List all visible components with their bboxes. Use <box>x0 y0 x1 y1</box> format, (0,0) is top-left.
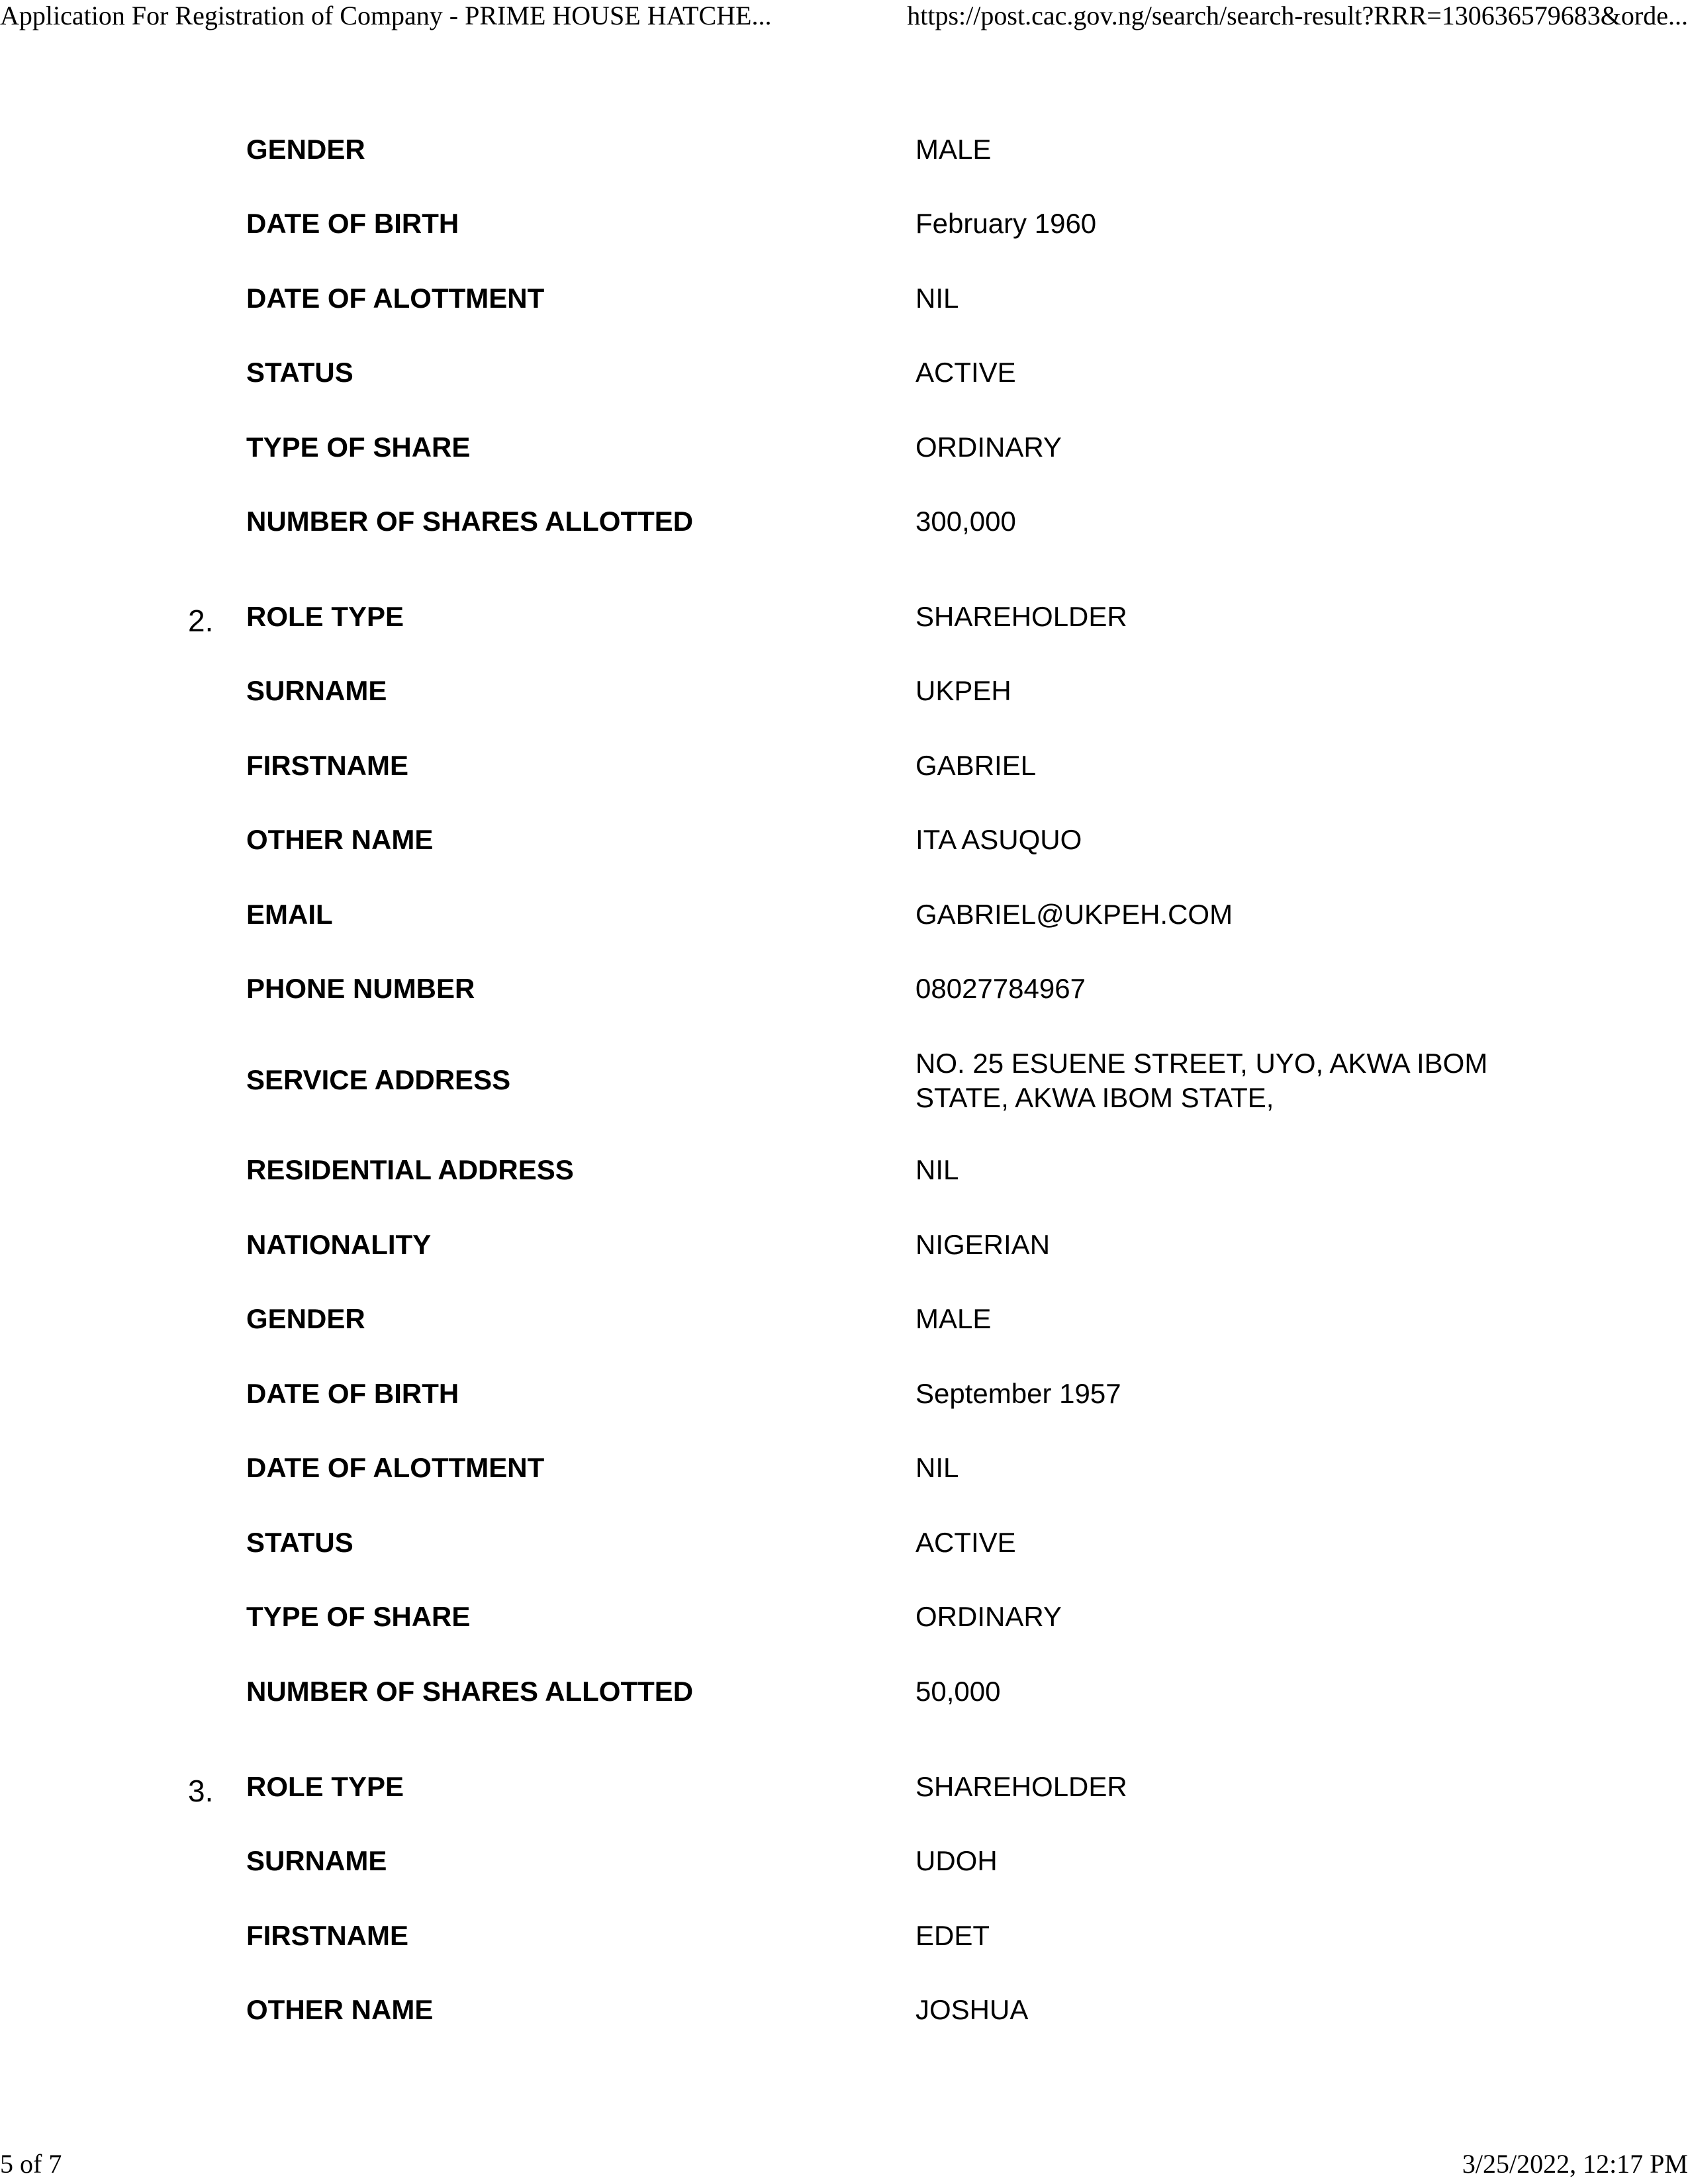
field-row <box>0 279 1688 318</box>
field-row <box>0 1841 1688 1881</box>
field-row <box>0 1672 1688 1711</box>
field-label: ROLE TYPE <box>246 1771 404 1802</box>
field-label: DATE OF BIRTH <box>246 208 459 239</box>
field-value: 300,000 <box>915 506 1016 537</box>
field-value: NIL <box>915 1154 959 1185</box>
field-value: MALE <box>915 1303 992 1334</box>
field-value: SHAREHOLDER <box>915 1771 1127 1802</box>
field-label: ROLE TYPE <box>246 601 404 632</box>
field-row <box>0 1299 1688 1339</box>
field-row <box>0 671 1688 711</box>
field-value: September 1957 <box>915 1378 1121 1409</box>
field-row <box>0 1044 1688 1116</box>
field-label: OTHER NAME <box>246 824 434 855</box>
field-row <box>0 428 1688 467</box>
field-label: STATUS <box>246 357 353 388</box>
field-value: NIL <box>915 1452 959 1483</box>
field-value: ACTIVE <box>915 357 1016 388</box>
field-value: GABRIEL <box>915 750 1037 781</box>
field-value: 08027784967 <box>915 973 1086 1004</box>
field-row <box>0 1225 1688 1265</box>
field-row <box>0 1916 1688 1956</box>
field-row <box>0 746 1688 786</box>
field-value: ORDINARY <box>915 1601 1062 1632</box>
field-value: JOSHUA <box>915 1994 1029 2025</box>
field-label: DATE OF BIRTH <box>246 1378 459 1409</box>
field-row <box>0 130 1688 169</box>
field-value: SHAREHOLDER <box>915 601 1127 632</box>
field-row <box>0 502 1688 541</box>
field-row <box>0 1448 1688 1488</box>
field-value: ACTIVE <box>915 1527 1016 1558</box>
field-label: SERVICE ADDRESS <box>246 1064 511 1095</box>
field-value: ORDINARY <box>915 432 1062 463</box>
field-label: EMAIL <box>246 899 333 930</box>
section-number: 2. <box>188 604 214 638</box>
field-label: NUMBER OF SHARES ALLOTTED <box>246 506 694 537</box>
field-row <box>0 1597 1688 1637</box>
field-label: SURNAME <box>246 675 387 706</box>
field-label: SURNAME <box>246 1845 387 1876</box>
field-row <box>0 597 1688 637</box>
field-label: NUMBER OF SHARES ALLOTTED <box>246 1676 694 1707</box>
field-row <box>0 820 1688 860</box>
field-label: DATE OF ALOTTMENT <box>246 1452 545 1483</box>
field-value: NO. 25 ESUENE STREET, UYO, AKWA IBOM STATE, AKWA IBOM STATE, <box>915 1048 1488 1113</box>
field-row <box>0 895 1688 934</box>
field-value: MALE <box>915 134 992 165</box>
field-label: PHONE NUMBER <box>246 973 475 1004</box>
print-datetime: 3/25/2022, 12:17 PM <box>1462 2149 1688 2179</box>
field-label: FIRSTNAME <box>246 1920 408 1951</box>
field-row <box>0 353 1688 392</box>
field-row <box>0 1150 1688 1190</box>
field-row <box>0 204 1688 244</box>
document-title: Application For Registration of Company - PRIME HOUSE HATCHE... <box>0 1 772 30</box>
field-row <box>0 1374 1688 1414</box>
field-label: STATUS <box>246 1527 353 1558</box>
field-label: GENDER <box>246 1303 365 1334</box>
field-value: UDOH <box>915 1845 998 1876</box>
field-label: RESIDENTIAL ADDRESS <box>246 1154 574 1185</box>
section-number: 3. <box>188 1774 214 1808</box>
field-label: GENDER <box>246 134 365 165</box>
field-label: OTHER NAME <box>246 1994 434 2025</box>
field-row <box>0 1523 1688 1563</box>
field-label: NATIONALITY <box>246 1229 432 1260</box>
field-label: DATE OF ALOTTMENT <box>246 283 545 314</box>
page-url: https://post.cac.gov.ng/search/search-result?RRR=130636579683&orde... <box>907 1 1688 30</box>
field-label: TYPE OF SHARE <box>246 432 471 463</box>
field-value: ITA ASUQUO <box>915 824 1082 855</box>
page-counter: 5 of 7 <box>0 2149 62 2179</box>
field-value: NIL <box>915 283 959 314</box>
field-value: UKPEH <box>915 675 1011 706</box>
field-value: 50,000 <box>915 1676 1001 1707</box>
field-row <box>0 969 1688 1009</box>
field-value: NIGERIAN <box>915 1229 1051 1260</box>
field-label: FIRSTNAME <box>246 750 408 781</box>
field-value: February 1960 <box>915 208 1097 239</box>
field-row <box>0 1990 1688 2030</box>
field-row <box>0 1767 1688 1807</box>
field-value: EDET <box>915 1920 990 1951</box>
field-value: GABRIEL@UKPEH.COM <box>915 899 1233 930</box>
field-label: TYPE OF SHARE <box>246 1601 471 1632</box>
